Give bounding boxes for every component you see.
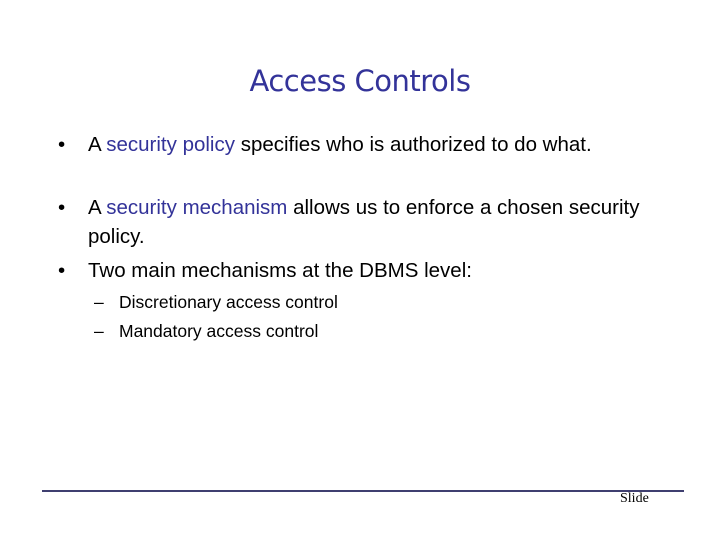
footer-label: Slide xyxy=(620,491,649,506)
footer-divider xyxy=(42,490,684,492)
sub-bullet-item xyxy=(94,291,338,313)
bullet-icon: • xyxy=(58,133,66,156)
sub-bullet-item xyxy=(94,320,318,342)
sub-bullet-text: Discretionary access control xyxy=(119,292,338,312)
bullet-text: A xyxy=(88,196,107,219)
bullet-text: specifies who is authorized to do what. xyxy=(235,133,592,156)
bullet-icon: • xyxy=(58,259,66,282)
dash-icon: – xyxy=(94,321,104,341)
highlight-term: security policy xyxy=(106,133,235,156)
bullet-item xyxy=(58,193,668,251)
highlight-term: security mechanism xyxy=(106,196,288,219)
sub-bullet-text: Mandatory access control xyxy=(119,321,319,341)
bullet-item xyxy=(58,256,668,285)
bullet-icon: • xyxy=(58,196,66,219)
dash-icon: – xyxy=(94,292,104,312)
bullet-item xyxy=(58,130,668,159)
bullet-text: allows us to enforce a chosen security policy. xyxy=(88,196,640,248)
bullet-text: Two main mechanisms at the DBMS level: xyxy=(88,259,472,282)
bullet-text: A xyxy=(88,133,107,156)
slide-title: Access Controls xyxy=(249,64,471,98)
